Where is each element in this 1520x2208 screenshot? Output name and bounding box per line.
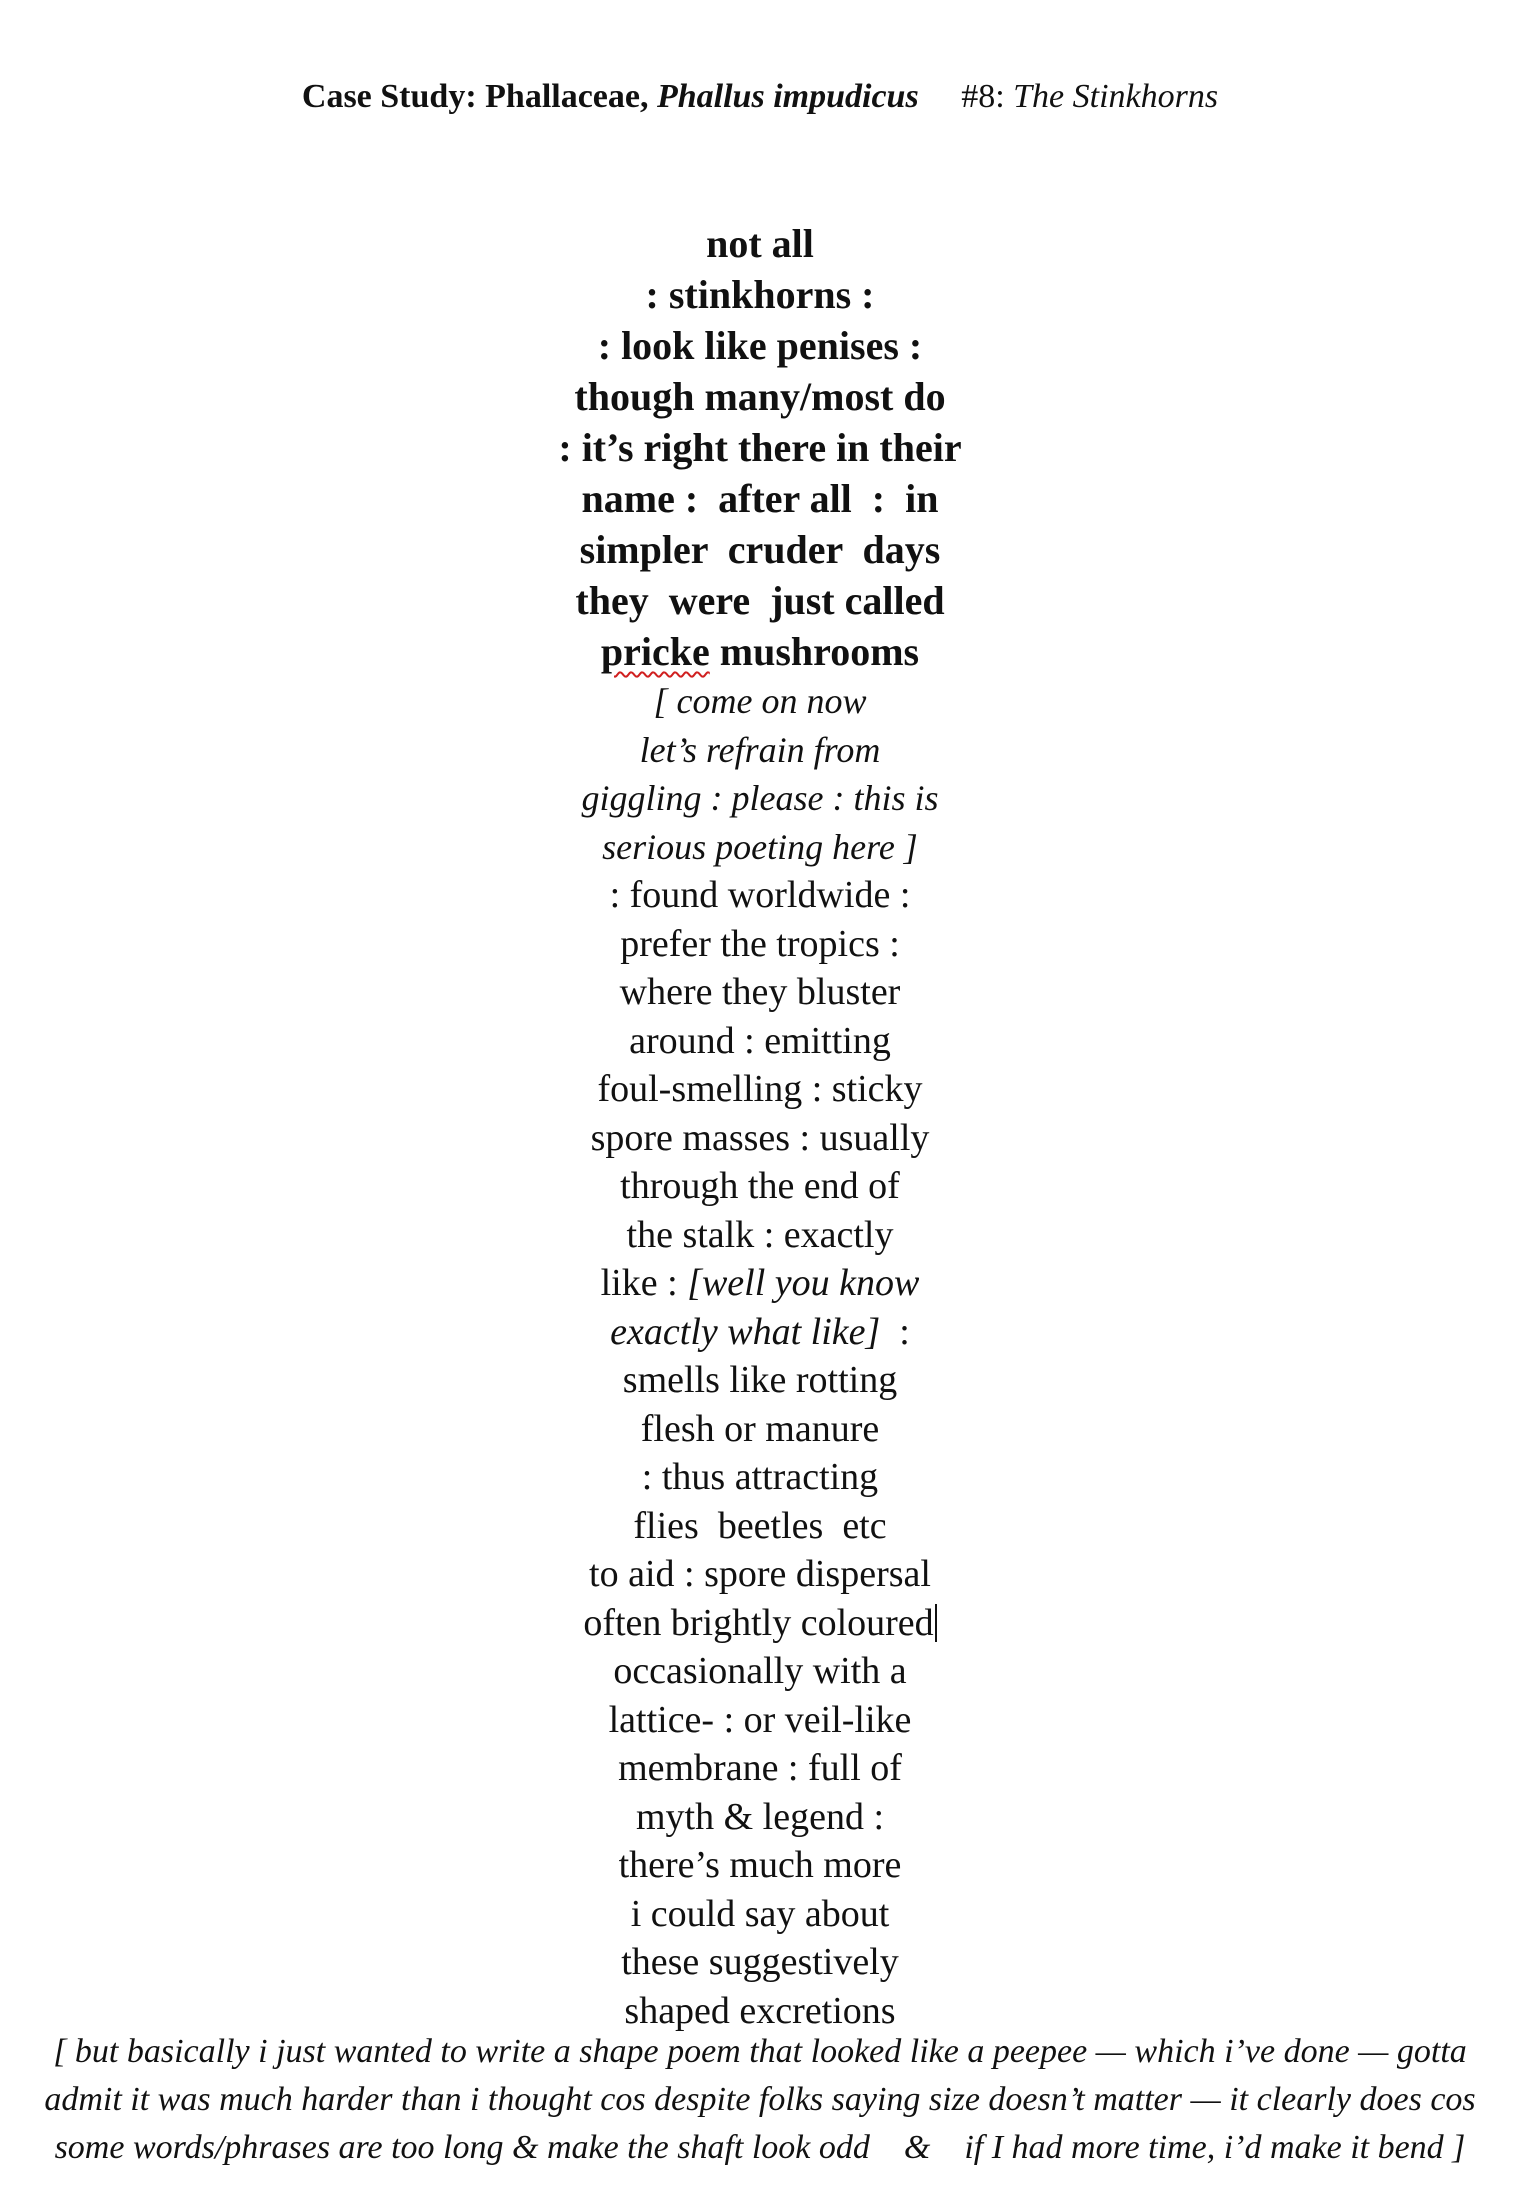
poem-line: : look like penises : — [597, 323, 923, 368]
poem-line: flesh or manure — [640, 1407, 880, 1450]
poem-line: : it’s right there in their — [558, 425, 962, 470]
poem-subtitle: The Stinkhorns — [1013, 78, 1219, 115]
poem-line: admit it was much harder than i thought cos despite folks saying size doesn’t matter — it clearly does cos — [44, 2081, 1476, 2118]
poem-line: lattice- : or veil-like — [608, 1698, 912, 1741]
poem-line: often brightly coloured — [0, 1599, 1520, 1648]
poem-line: occasionally with a — [613, 1650, 907, 1692]
poem-line: simpler cruder days — [579, 527, 941, 572]
poem-line: myth & legend : — [635, 1795, 885, 1838]
poem-number: #8: — [961, 78, 1005, 115]
poem-line: i could say about — [630, 1892, 890, 1935]
poem-line: prefer the tropics : — [620, 922, 900, 965]
poem-line: not all — [706, 221, 814, 266]
poem-line: spore masses : usually — [590, 1116, 930, 1159]
poem-line: : thus attracting — [641, 1456, 879, 1498]
poem-line: : found worldwide : — [609, 874, 911, 916]
spellcheck-word[interactable]: pricke — [600, 629, 710, 674]
poem-line: [ come on now — [653, 681, 867, 721]
poem-line: foul-smelling : sticky — [597, 1068, 923, 1110]
text-cursor — [935, 1604, 937, 1642]
poem-line: through the end of — [620, 1165, 900, 1207]
poem-line: though many/most do — [574, 374, 946, 419]
poem-line: [ but basically i just wanted to write a shape poem that looked like a peepee — which i’ve done — gotta — [53, 2033, 1467, 2070]
poem-line: let’s refrain from — [639, 729, 881, 770]
poem-line: there’s much more — [618, 1844, 902, 1886]
shape-poem — [0, 218, 1520, 2035]
poem-aside — [0, 677, 1520, 871]
poem-line: name : after all : in — [581, 476, 939, 521]
poem-line: they were just called — [575, 578, 945, 623]
page-header — [0, 78, 1520, 116]
poem-line: to aid : spore dispersal — [589, 1553, 931, 1595]
poem-line: : stinkhorns : — [645, 272, 875, 317]
poem-line: shaped excretions — [624, 1989, 896, 2032]
poem-line: pricke mushrooms — [600, 629, 920, 674]
poem-line: the stalk : exactly — [626, 1213, 894, 1256]
poem-line: flies beetles etc — [633, 1504, 887, 1547]
species-name: Phallus impudicus — [656, 78, 919, 115]
poem-line: membrane : full of — [618, 1747, 902, 1789]
poem-line: serious poeting here ] — [602, 826, 918, 867]
poem-line: exactly what like] : — [610, 1310, 910, 1353]
poem-line: like : [well you know — [600, 1262, 920, 1304]
case-study-label: Case Study: Phallaceae, — [301, 78, 649, 115]
poem-line: around : emitting — [629, 1019, 891, 1062]
poem-line: giggling : please : this is — [581, 778, 939, 818]
poem-bold-stanza — [0, 218, 1520, 626]
poem-body-b — [0, 1356, 1520, 1599]
poem-body-c — [0, 1647, 1520, 2035]
poem-line: some words/phrases are too long & make the shaft look odd & if I had more time, i’d make it bend ] — [54, 2129, 1466, 2166]
poem-line: these suggestively — [621, 1941, 899, 1983]
poem-body-a — [0, 871, 1520, 1259]
poem-line: where they bluster — [619, 971, 901, 1013]
poem-line: smells like rotting — [622, 1359, 898, 1401]
poem-footnote — [0, 2028, 1520, 2172]
